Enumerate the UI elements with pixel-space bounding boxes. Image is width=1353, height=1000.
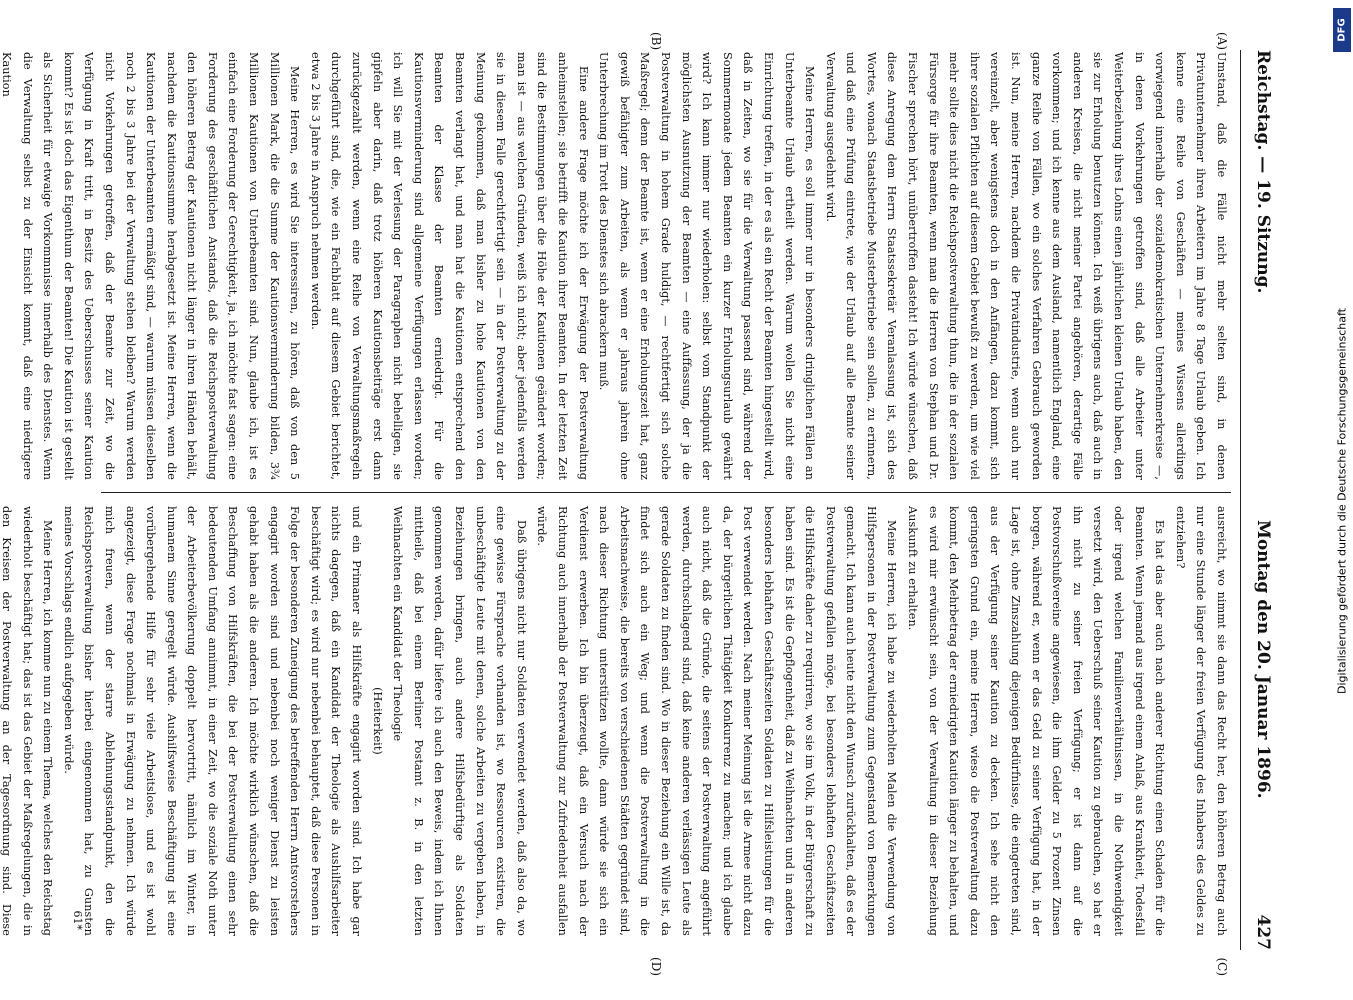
page-number: 427: [1253, 914, 1273, 950]
paragraph: Meine Herren, es wird Sie interessiren, zu hören, daß von den 5 Millionen Mark, die die Summe der Kautionsverminderung bilden, 3¾ Millionen Kautionen von Unterbeamten sind. Nun, glaube ich, ist es einfach eine Forderung der Gerechtigkeit, ja, ich möchte fast sagen: eine Forderung des geschäftlichen Anstands, daß die Reichspostverwaltung den höheren Betrag der Kautionen nicht länger in ihren Händen behält, nachdem die Kautionssumme herabgesetzt ist. Meine Herren, wenn die Kautionen der Unterbeamten ermäßigt sind, — warum müssen dieselben noch 2 bis 3 Jahre bei der Verwaltung stehen bleiben? Warum werden nicht Vorkehrungen getroffen, daß der Beamte zur Zeit, wo die Verfügung in Kraft tritt, in Besitz des Ueberschusses seiner Kaution kommt? Es ist doch das Eigenthum der Beamten! Die Kaution ist gestellt als Sicherheit für etwaige Vorkommnisse innerhalb des Dienstes. Wenn die Verwaltung selbst zu der Einsicht kommt, daß eine niedrigere Kaution: [0, 52, 302, 480]
margin-marker-b: (B): [649, 32, 663, 51]
dfg-logo: DFG: [1333, 8, 1351, 52]
header-session: Reichstag. — 19. Sitzung.: [1253, 50, 1273, 294]
header-date: Montag den 20. Januar 1896.: [1253, 520, 1273, 799]
paragraph: Meine Herren, ich komme nun zu einem Thema, welches den Reichstag wiederholt beschäftigt hat; das ist das Gebiet der Maßregelungen, die in den Kreisen der Postverwaltung an der Tagesordnung sind. Diese: [0, 506, 55, 936]
paragraph: und ein Primaner als Hilfskräfte engagirt worden sind. Ich habe gar nichts dagegen, daß ein Kandidat der Theologie als Aushilfsarbeiter beschäftigt wird; es wird nur nebenbei behauptet, daß diese Personen in Folge der besonderen Zuneigung des betreffenden Herrn Amtsvorstehers engagirt worden sind und nebenbei noch weniger Dienst zu leisten gehabt haben als die anderen. Ich möchte wirklich wünschen, daß die Beschaffung von Hilfskräften, die bei der Postverwaltung einen sehr bedeutenden Umfang annimmt, in einer Zeit, wo die soziale Noth unter der Arbeiterbevölkerung doppelt hervortritt, nämlich im Winter, in humanem Sinne geregelt würde. Aushilfsweise Beschäftigung ist eine vorübergehende Hilfe für sehr viele Arbeitslose, und es ist wohl angezeigt, diese Frage nochmals in Erwägung zu nehmen. Ich würde mich freuen, wenn der starre Ablehnungsstandpunkt, den die Reichspostverwaltung bisher hierbei eingenommen hat, zu Gunsten meines Vorschlags endlich aufgegeben würde.: [61, 506, 364, 936]
paragraph: ausreicht, wo nimmt sie dann das Recht her, den höheren Betrag auch nur eine Stunde länger der freien Verfügung des Inhabers des Geldes zu entziehen?: [1173, 506, 1228, 936]
paragraph: Meine Herren, ich habe zu wiederholten Malen die Verwendung von Hilfspersonen in der Postverwaltung zum Gegenstand von Bemerkungen gemacht. Ich kann auch heute nicht den Wunsch zurückhalten, daß es der Postverwaltung gefallen möge, bei besonders lebhaften Geschäftszeiten die Hilfskräfte daher zu requiriren, wo sie im Volk, in der Bürgerschaft zu haben sind. Es ist die Gepflogenheit, daß zu Weihnachten und in anderen besonders lebhaften Geschäftszeiten Soldaten zu Hilfsleistungen für die Post verwendet werden. Nach meiner Meinung ist die Armee nicht dazu da, der bürgerlichen Thätigkeit Konkurrenz zu machen; und ich glaube auch nicht, daß die Gründe, die seitens der Postverwaltung angeführt werden, durchschlagend sind, daß keine anderen verlässigen Leute als gerade Soldaten zu finden sind. Wo in dieser Beziehung ein Wille ist, da findet sich auch ein Weg; und wenn die Postverwaltung in die Arbeitsnachweise, die bereits von verschiedenen Städten gegründet sind, nach dieser Richtung unterstützen wollte, dann würde sie sich ein Verdienst erwerben. Ich bin überzeugt, daß ein Versuch nach der Richtung auch innerhalb der Postverwaltung zur Zufriedenheit ausfallen würde.: [535, 506, 899, 936]
left-column: [0, 52, 1231, 480]
paragraph: Meine Herren, es soll immer nur in besonders dringlichen Fällen an Unterbeamte Urlaub ertheilt werden. Warum wollen Sie nicht eine Einrichtung treffen, in der es als ein Recht der Beamten hingestellt wird, daß in Zeiten, wo sie für die Verwaltung passend sind, während der Sommermonate jedem Beamten ein kurzer Erholungsurlaub gewährt wird? Ich kann immer nur wiederholen: selbst vom Standpunkt der möglichsten Ausnutzung der Beamten — eine Auffassung, der ja die Postverwaltung in hohem Grade huldigt, — rechtfertigt sich solche Maßregel; denn der Beamte ist, wenn er eine Erholungszeit hat, ganz gewiß befähigter zum Arbeiten, als wenn er jahraus jahrein ohne Unterbrechung im Trott des Dienstes sich abrackern muß.: [597, 52, 817, 480]
sheet-signature: 61*: [71, 910, 84, 930]
margin-marker-c: (C): [1215, 957, 1229, 976]
interjection: (Heiterkeit): [370, 687, 384, 755]
paragraph: Umstand, daß die Fälle nicht mehr selten sind, in denen Privatunternehmer ihren Arbeitern im Jahre 8 Tage Urlaub geben. Ich kenne eine Reihe von Geschäften — meines Wissens allerdings vorwiegend innerhalb der sozialdemokratischen Unternehmerkreise —, in denen Vorkehrungen getroffen sind, daß alle Arbeiter unter Weiterbeziehung ihres Lohns einen jährlichen kleinen Urlaub haben, den sie zur Erholung benutzen können. Ich weiß übrigens auch, daß auch in anderen Kreisen, die nicht meiner Partei angehören, derartige Fälle vorkommen; und ich kenne aus dem Ausland, namentlich England, eine ganze Reihe von Fällen, wo ein solches Verfahren Gebrauch geworden ist. Nun, meine Herren, nachdem die Privatindustrie, wenn auch nur vereinzelt, aber wenigstens doch in den Anfängen, dazu kommt, sich ihrer sozialen Pflichten auf diesem Gebiet bewußt zu werden, um wie viel mehr sollte dies nicht die Reichspostverwaltung thun, die in der sozialen Fürsorge für ihre Beamten, wenn man die Herren von Stephan und Dr. Fischer sprechen hört, unübertroffen dasteht! Ich würde wünschen, daß diese Anregung dem Herrn Staatssekretär Veranlassung ist, sich des Wortes, wonach Staatsbetriebe Musterbetriebe sein sollen, zu erinnern, und daß eine Prüfung eintrete, wie der Urlaub auf alle Beamte seiner Verwaltung ausgedehnt wird.: [823, 52, 1228, 480]
paragraph: Daß übrigens nicht nur Soldaten verwendet werden, daß also da, wo eine gewisse Fürsprache vorhanden ist, wo Ressourcen existiren, die unbeschäftigte Leute mit denen, solche Arbeiten zu vergeben haben, in Beziehungen bringen, auch andere Hilfsbedürftige als Soldaten genommen werden, dafür liefere ich auch den Beweis, indem ich Ihnen mittheile, daß bei einem Berliner Postamt z. B. in den letzten Weihnachten ein Kandidat der Theologie: [391, 506, 528, 936]
margin-marker-a: (A): [1215, 32, 1229, 51]
digitization-credit: Digitalisierung gefördert durch die Deutsche Forschungsgemeinschaft: [1335, 308, 1349, 694]
column-divider: [101, 492, 1231, 493]
paragraph: Es hat das aber auch nach anderer Richtung einen Schaden für die Beamten. Wenn jemand aus irgend einem Anlaß, aus Krankheit, Todesfall oder irgend welchen Familienverhältnissen, in die Nothwendigkeit versetzt wird, den Ueberschuß seiner Kaution zu gebrauchen, so hat er ihn nicht zu seiner freien Verfügung; er ist dann auf die Postvorschußvereine angewiesen, die ihm Gelder zu 5 Prozent Zinsen borgen, während er, wenn er das Geld zu seiner Verfügung hat, in der Lage ist, ohne Zinszahlung diejenigen Bedürfnisse, die eingetreten sind, aus der Verfügung seiner Kaution zu decken. Ich sehe nicht den geringsten Grund ein, meine Herren, wieso die Postverwaltung dazu kommt, den Mehrbetrag der erniedrigten Kaution länger zu behalten, und es wird mir erwünscht sein, von der Verwaltung in dieser Beziehung Auskunft zu erhalten.: [906, 506, 1167, 936]
paragraph: Eine andere Frage möchte ich der Erwägung der Postverwaltung anheimstellen; sie betrifft die Kaution ihrer Beamten. In der letzten Zeit sind die Bestimmungen über die Höhe der Kautionen geändert worden; man ist — aus welchen Gründen, weiß ich nicht; aber jedenfalls werden sie in diesem Falle gerechtfertigt sein — in der Postverwaltung zu der Meinung gekommen, daß man bisher zu hohe Kautionen von den Beamten verlangt hat, und man hat die Kautionen entsprechend den Beamten der Klasse der Beamten erniedrigt. Für die Kautionsverminderung sind allgemeine Verfügungen erlassen worden; ich will Sie mit der Verlesung der Paragraphen nicht behelligen, sie gipfeln aber darin, daß trotz höheren Kautionsbeiträge erst dann zurückgezahlt werden, wenn eine Reihe von Verwaltungsmaßregeln durchgeführt sind, die, wie ein Fachblatt auf diesem Gebiet berichtet, etwa 2 bis 3 Jahre in Anspruch nehmen werden.: [308, 52, 590, 480]
page-header: [1240, 50, 1281, 950]
document-page: [0, 30, 1281, 976]
margin-marker-d: (D): [649, 957, 663, 976]
